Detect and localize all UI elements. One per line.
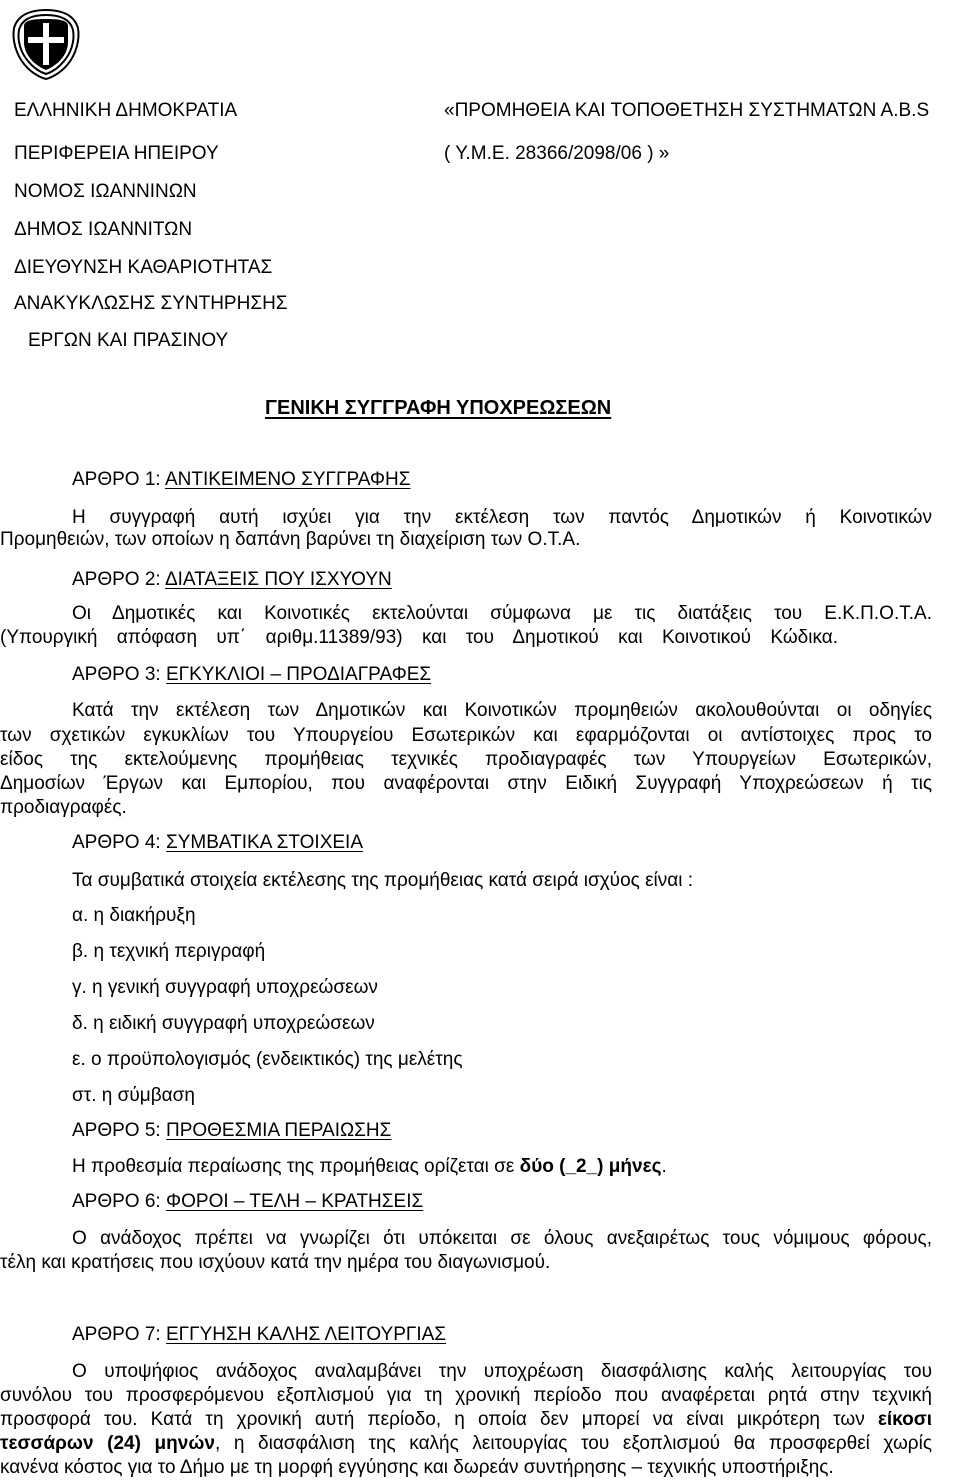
article-4-item-6: στ. η σύμβαση (72, 1085, 195, 1106)
article-2-label: ΑΡΘΡΟ 2: (72, 569, 161, 590)
article-2-title: ΔΙΑΤΑΞΕΙΣ ΠΟΥ ΙΣΧΥΟΥΝ (164, 569, 392, 590)
article-3-line-2: των σχετικών εγκυκλίων του Υπουργείου Εσωτερικών και εφαρμόζονται οι αντίστοιχες προς το (0, 725, 932, 746)
article-5-text (72, 1156, 667, 1178)
article-6-label: ΑΡΘΡΟ 6: (72, 1191, 161, 1212)
article-1-label: ΑΡΘΡΟ 1: (72, 469, 161, 490)
article-7-line-4-bold: τεσσάρων (24) μηνών (0, 1433, 215, 1454)
article-2-heading (72, 569, 392, 591)
article-3-line-3: είδος της εκτελούμενης προμήθειας τεχνικές προδιαγραφές των Υπουργείων Εσωτερικών, (0, 749, 932, 770)
article-7-line-4-text: , η διασφάλιση της καλής λειτουργίας του εξοπλισμού θα προσφερθεί χωρίς (214, 1433, 932, 1454)
project-reference: ( Υ.Μ.Ε. 28366/2098/06 ) » (444, 143, 670, 164)
article-2-line-1: Οι Δημοτικές και Κοινοτικές εκτελούνται σύμφωνα με τις διατάξεις του Ε.Κ.Π.Ο.Τ.Α. (72, 603, 932, 624)
article-5-title: ΠΡΟΘΕΣΜΙΑ ΠΕΡΑΙΩΣΗΣ (165, 1120, 392, 1141)
header-line-6: ΑΝΑΚΥΚΛΩΣΗΣ ΣΥΝΤΗΡΗΣΗΣ (14, 293, 288, 314)
article-4-item-2: β. η τεχνική περιγραφή (72, 941, 266, 962)
article-1-heading (72, 469, 410, 491)
article-5-text-end: . (661, 1156, 667, 1177)
document-title: ΓΕΝΙΚΗ ΣΥΓΓΡΑΦΗ ΥΠΟΧΡΕΩΣΕΩΝ (265, 397, 612, 419)
article-4-item-4: δ. η ειδική συγγραφή υποχρεώσεων (72, 1013, 375, 1034)
article-4-heading (72, 832, 363, 854)
article-7-title: ΕΓΓΥΗΣΗ ΚΑΛΗΣ ΛΕΙΤΟΥΡΓΙΑΣ (165, 1324, 447, 1345)
article-3-heading (72, 664, 431, 686)
article-7-line-3-text: προσφορά του. Κατά τη χρονική αυτή περίοδο, η οποία δεν μπορεί να είναι μικρότερη των (0, 1409, 878, 1430)
article-4-title: ΣΥΜΒΑΤΙΚΑ ΣΤΟΙΧΕΙΑ (165, 832, 363, 853)
article-4-label: ΑΡΘΡΟ 4: (72, 832, 161, 853)
article-6-line-1: Ο ανάδοχος πρέπει να γνωρίζει ότι υπόκειται σε όλους ανεξαιρέτως τους νόμιμους φόρους, (72, 1228, 932, 1249)
greek-emblem-icon (8, 6, 84, 82)
article-6-title: ΦΟΡΟΙ – ΤΕΛΗ – ΚΡΑΤΗΣΕΙΣ (165, 1191, 424, 1212)
header-line-5: ΔΙΕΥΘΥΝΣΗ ΚΑΘΑΡΙΟΤΗΤΑΣ (14, 257, 273, 278)
article-4-intro: Τα συμβατικά στοιχεία εκτέλεσης της προμήθειας κατά σειρά ισχύος είναι : (72, 870, 694, 891)
article-3-title: ΕΓΚΥΚΛΙΟΙ – ΠΡΟΔΙΑΓΡΑΦΕΣ (165, 664, 432, 685)
article-3-line-4: Δημοσίων Έργων και Εμπορίου, που αναφέρονται στην Ειδική Συγγραφή Υποχρεώσεων ή τις (0, 773, 932, 794)
article-7-line-2: συνόλου του προσφερόμενου εξοπλισμού για τη χρονική περίοδο που αναφέρεται ρητά στην τεχνική (0, 1385, 932, 1406)
article-7-label: ΑΡΘΡΟ 7: (72, 1324, 161, 1345)
article-2-line-2: (Υπουργική απόφαση υπ΄ αριθμ.11389/93) και του Δημοτικού και Κοινοτικού Κώδικα. (0, 627, 838, 648)
article-1-line-2: Προμηθειών, των οποίων η δαπάνη βαρύνει τη διαχείριση των Ο.Τ.Α. (0, 529, 581, 550)
article-4-item-5: ε. ο προϋπολογισμός (ενδεικτικός) της μελέτης (72, 1049, 463, 1070)
article-7-line-1: Ο υποψήφιος ανάδοχος αναλαμβάνει την υποχρέωση διασφάλισης καλής λειτουργίας του (72, 1361, 932, 1382)
article-3-label: ΑΡΘΡΟ 3: (72, 664, 161, 685)
article-1-title: ΑΝΤΙΚΕΙΜΕΝΟ ΣΥΓΓΡΑΦΗΣ (164, 469, 411, 490)
header-line-3: ΝΟΜΟΣ ΙΩΑΝΝΙΝΩΝ (14, 181, 197, 202)
article-4-item-1: α. η διακήρυξη (72, 905, 196, 926)
article-6-line-2: τέλη και κρατήσεις που ισχύουν κατά την ημέρα του διαγωνισμού. (0, 1252, 551, 1273)
header-line-7: ΕΡΓΩΝ ΚΑΙ ΠΡΑΣΙΝΟΥ (28, 330, 229, 351)
article-7-line-3-bold: είκοσι (877, 1409, 932, 1430)
article-5-duration: δύο (_2_) μήνες (519, 1156, 662, 1177)
article-3-line-5: προδιαγραφές. (0, 797, 127, 818)
article-5-label: ΑΡΘΡΟ 5: (72, 1120, 161, 1141)
header-line-4: ΔΗΜΟΣ ΙΩΑΝΝΙΤΩΝ (14, 219, 193, 240)
article-7-line-4 (0, 1433, 932, 1455)
article-3-line-1: Κατά την εκτέλεση των Δημοτικών και Κοινοτικών προμηθειών ακολουθούνται οι οδηγίες (72, 700, 932, 721)
project-title: «ΠΡΟΜΗΘΕΙΑ ΚΑΙ ΤΟΠΟΘΕΤΗΣΗ ΣΥΣΤΗΜΑΤΩΝ Α.Β.S (444, 100, 930, 121)
article-7-heading (72, 1324, 446, 1346)
article-6-heading (72, 1191, 423, 1213)
article-7-line-5: κανένα κόστος για το Δήμο με τη μορφή εγγύησης και δωρεάν συντήρησης – τεχνικής υποστήριξης. (0, 1457, 834, 1478)
article-7-line-3 (0, 1409, 932, 1431)
article-5-heading (72, 1120, 391, 1142)
article-1-line-1: Η συγγραφή αυτή ισχύει για την εκτέλεση των παντός Δημοτικών ή Κοινοτικών (72, 507, 932, 528)
article-5-text-main: Η προθεσμία περαίωσης της προμήθειας ορίζεται σε (72, 1156, 520, 1177)
header-line-2: ΠΕΡΙΦΕΡΕΙΑ ΗΠΕΙΡΟΥ (14, 143, 219, 164)
header-line-1: ΕΛΛΗΝΙΚΗ ΔΗΜΟΚΡΑΤΙΑ (14, 100, 238, 121)
article-4-item-3: γ. η γενική συγγραφή υποχρεώσεων (72, 977, 378, 998)
